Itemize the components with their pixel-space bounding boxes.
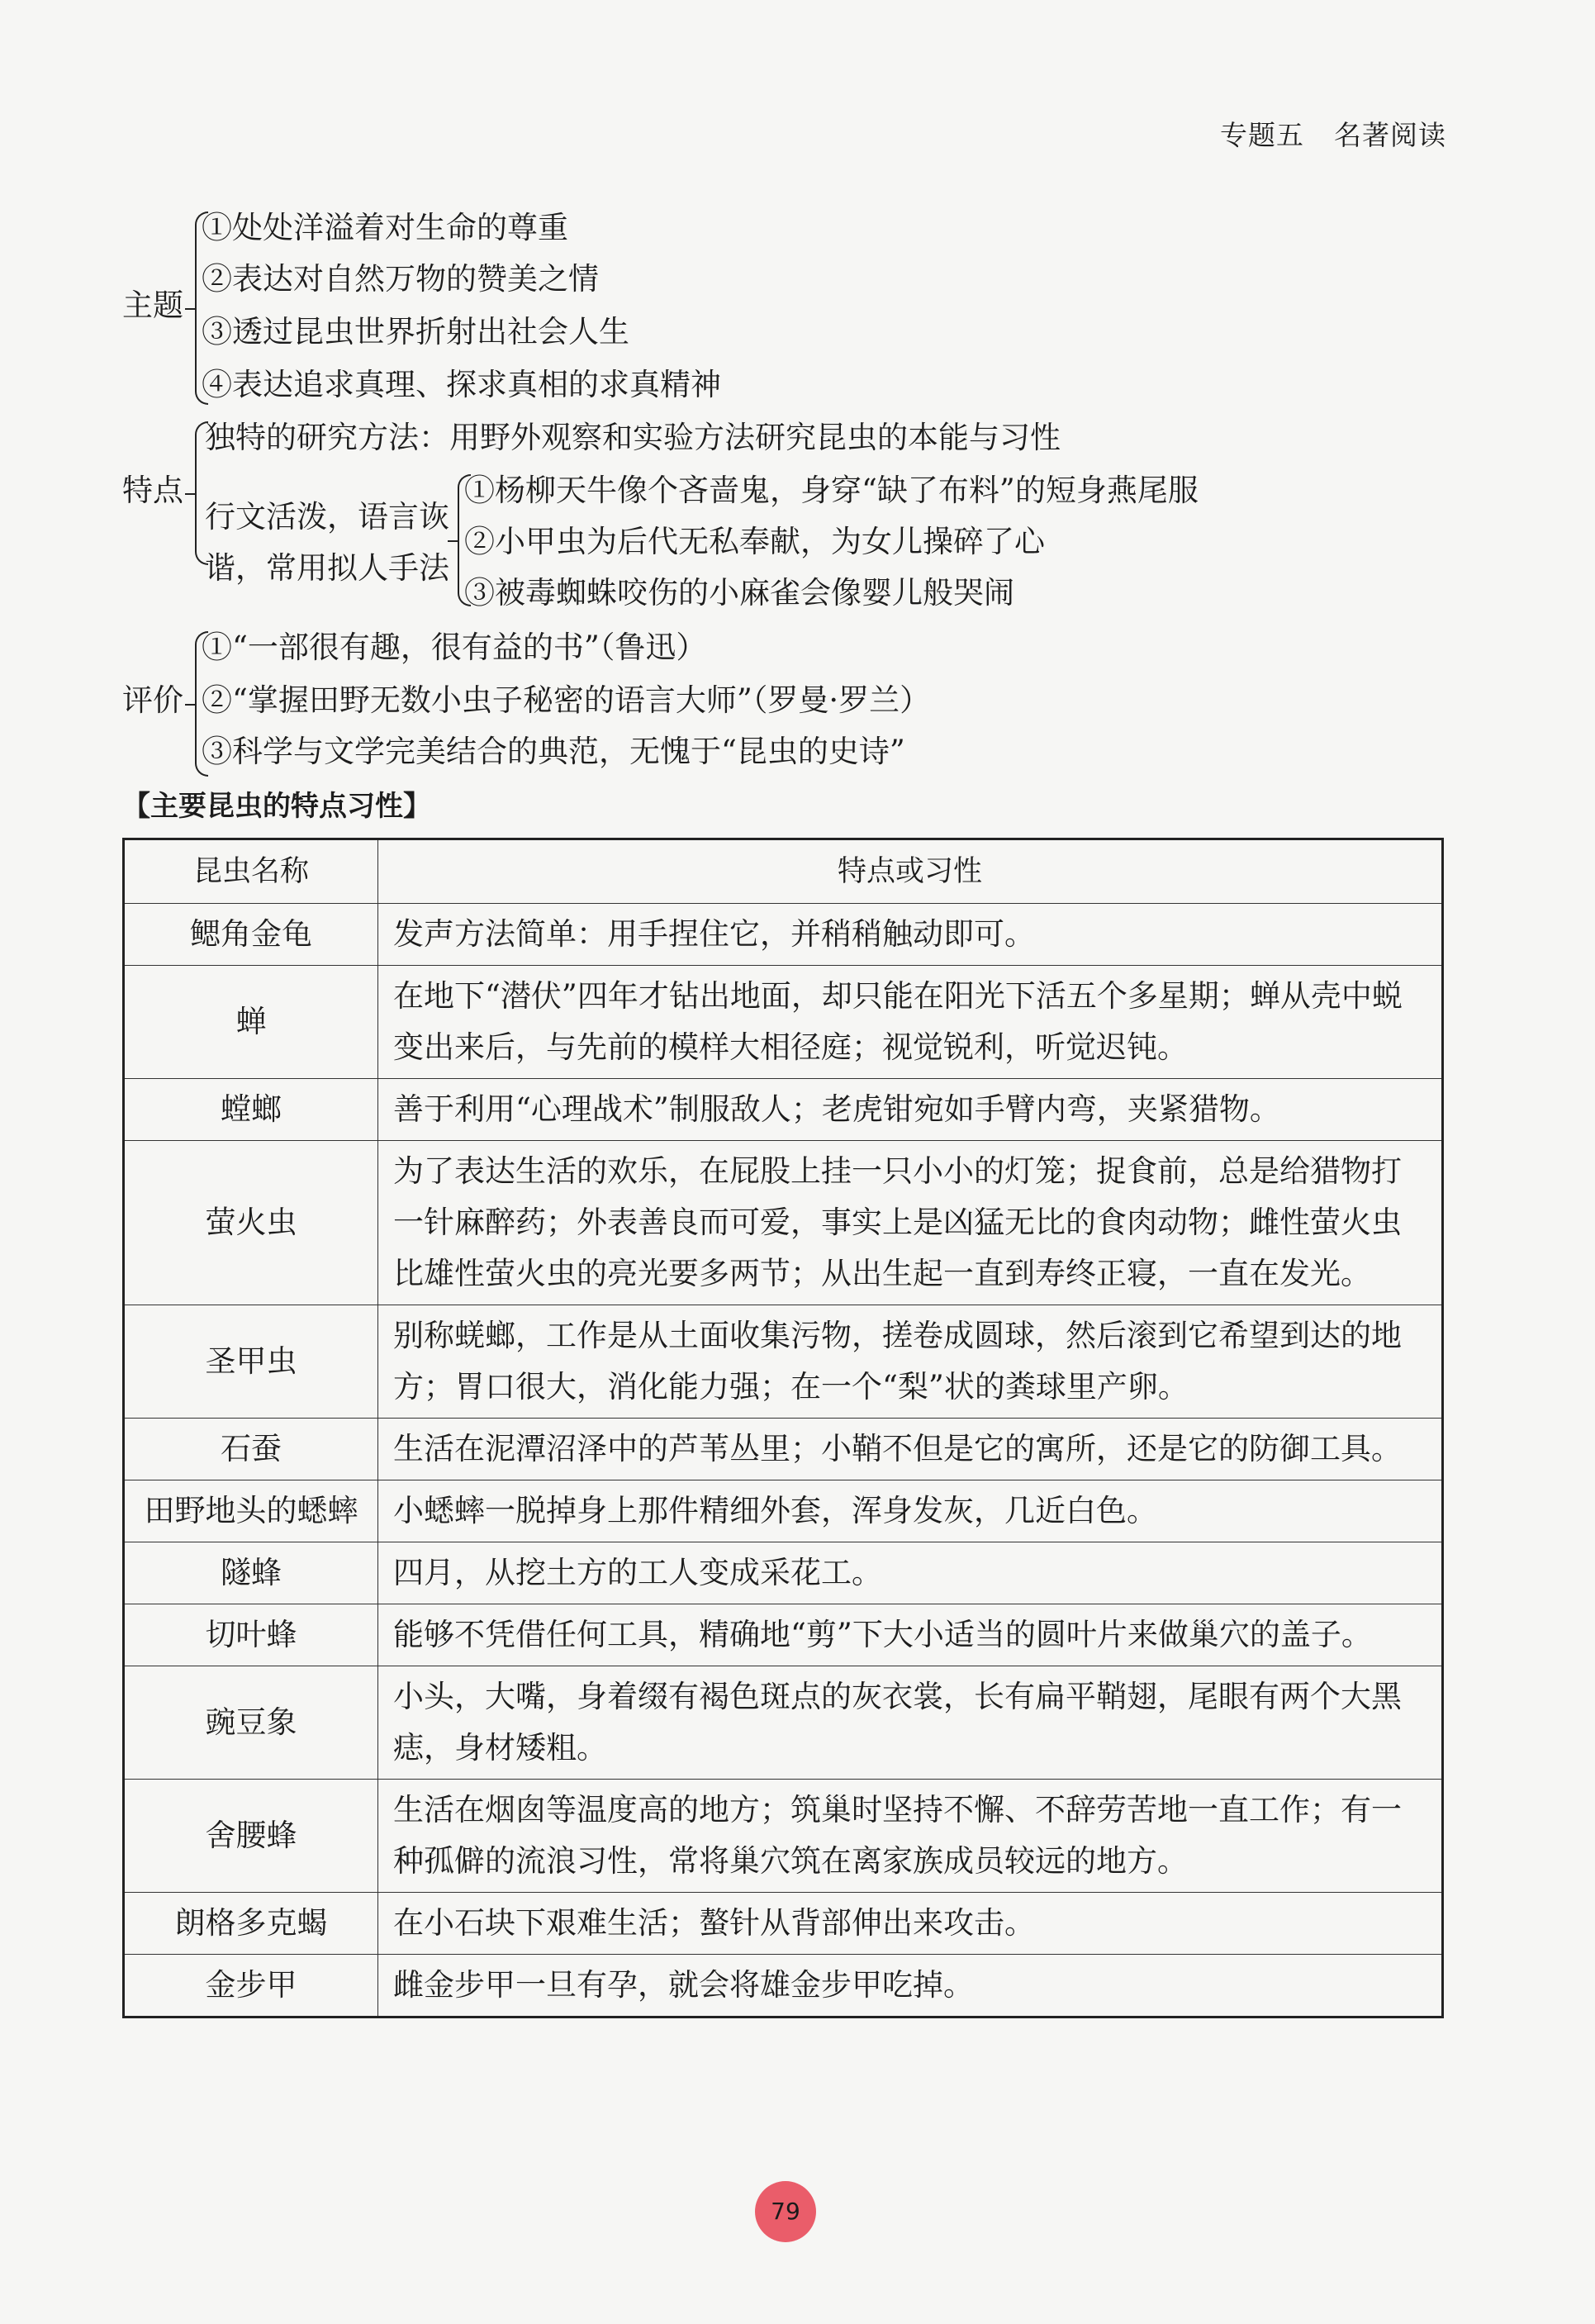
insect-name: 蝉 xyxy=(124,966,378,1079)
insect-name: 田野地头的蟋蟀 xyxy=(124,1480,378,1542)
insect-name: 圣甲虫 xyxy=(124,1305,378,1419)
insect-desc: 四月，从挖土方的工人变成采花工。 xyxy=(378,1542,1443,1604)
header-desc: 特点或习性 xyxy=(378,839,1443,904)
table-row xyxy=(124,1480,1443,1542)
table-row xyxy=(124,1666,1443,1780)
insect-name: 萤火虫 xyxy=(124,1141,378,1305)
features-label: 特点 xyxy=(122,473,183,508)
insect-name: 朗格多克蝎 xyxy=(124,1893,378,1955)
reviews-label: 评价 xyxy=(122,682,183,718)
features-style: 行文活泼，语言诙 xyxy=(205,499,449,535)
page-header xyxy=(1220,114,1446,153)
insect-desc: 生活在泥潭沼泽中的芦苇丛里；小鞘不但是它的寓所，还是它的防御工具。 xyxy=(378,1419,1443,1480)
theme-item: ②表达对自然万物的赞美之情 xyxy=(202,261,599,297)
header-title: 名著阅读 xyxy=(1334,119,1446,151)
features-example: ①杨柳天牛像个吝啬鬼，身穿“缺了布料”的短身燕尾服 xyxy=(464,473,1199,508)
table-row xyxy=(124,1305,1443,1419)
insect-desc: 雌金步甲一旦有孕，就会将雄金步甲吃掉。 xyxy=(378,1955,1443,2017)
insect-name: 鳃角金龟 xyxy=(124,904,378,966)
review-item: ②“掌握田野无数小虫子秘密的语言大师”（罗曼·罗兰） xyxy=(202,682,931,718)
table-row xyxy=(124,904,1443,966)
table-row xyxy=(124,1955,1443,2017)
insect-desc: 能够不凭借任何工具，精确地“剪”下大小适当的圆叶片来做巢穴的盖子。 xyxy=(378,1604,1443,1666)
insect-desc: 别称蜣螂，工作是从土面收集污物，搓卷成圆球，然后滚到它希望到达的地方；胃口很大，消化能力强；在一个“梨”状的粪球里产卵。 xyxy=(378,1305,1443,1419)
insect-desc: 在地下“潜伏”四年才钻出地面，却只能在阳光下活五个多星期；蝉从壳中蜕变出来后，与先前的模样大相径庭；视觉锐利，听觉迟钝。 xyxy=(378,966,1443,1079)
insect-name: 石蚕 xyxy=(124,1419,378,1480)
header-name: 昆虫名称 xyxy=(124,839,378,904)
table-row xyxy=(124,1893,1443,1955)
table-row xyxy=(124,1419,1443,1480)
theme-item: ④表达追求真理、探求真相的求真精神 xyxy=(202,367,721,402)
header-section: 专题五 xyxy=(1220,119,1304,151)
table-row xyxy=(124,1141,1443,1305)
insect-desc: 小蟋蟀一脱掉身上那件精细外套，浑身发灰，几近白色。 xyxy=(378,1480,1443,1542)
theme-item: ①处处洋溢着对生命的尊重 xyxy=(202,210,568,245)
table-header-row xyxy=(124,839,1443,904)
features-example: ③被毒蜘蛛咬伤的小麻雀会像婴儿般哭闹 xyxy=(464,575,1014,611)
table-row xyxy=(124,966,1443,1079)
insect-name: 隧蜂 xyxy=(124,1542,378,1604)
insect-name: 金步甲 xyxy=(124,1955,378,2017)
insects-table xyxy=(122,838,1444,2018)
insect-desc: 小头，大嘴，身着缀有褐色斑点的灰衣裳，长有扁平鞘翅，尾眼有两个大黑痣，身材矮粗。 xyxy=(378,1666,1443,1780)
insect-desc: 为了表达生活的欢乐，在屁股上挂一只小小的灯笼；捉食前，总是给猎物打一针麻醉药；外表善良而可爱，事实上是凶猛无比的食肉动物；雌性萤火虫比雄性萤火虫的亮光要多两节；从出生起一直到寿终正寝，一直在发光。 xyxy=(378,1141,1443,1305)
insect-name: 切叶蜂 xyxy=(124,1604,378,1666)
features-method: 独特的研究方法：用野外观察和实验方法研究昆虫的本能与习性 xyxy=(205,420,1061,455)
insect-desc: 生活在烟囱等温度高的地方；筑巢时坚持不懈、不辞劳苦地一直工作；有一种孤僻的流浪习性，常将巢穴筑在离家族成员较远的地方。 xyxy=(378,1780,1443,1893)
insect-name: 螳螂 xyxy=(124,1079,378,1141)
theme-label: 主题 xyxy=(122,288,183,323)
section-title: 【主要昆虫的特点习性】 xyxy=(122,790,431,823)
features-example: ②小甲虫为后代无私奉献，为女儿操碎了心 xyxy=(464,524,1045,559)
theme-item: ③透过昆虫世界折射出社会人生 xyxy=(202,314,629,349)
insect-desc: 在小石块下艰难生活；螯针从背部伸出来攻击。 xyxy=(378,1893,1443,1955)
review-item: ①“一部很有趣，很有益的书”（鲁迅） xyxy=(202,630,707,665)
page-number: 79 xyxy=(755,2181,816,2242)
table-row xyxy=(124,1780,1443,1893)
insect-name: 豌豆象 xyxy=(124,1666,378,1780)
insect-name: 舍腰蜂 xyxy=(124,1780,378,1893)
table-row xyxy=(124,1079,1443,1141)
insect-desc: 善于利用“心理战术”制服敌人；老虎钳宛如手臂内弯，夹紧猎物。 xyxy=(378,1079,1443,1141)
review-item: ③科学与文学完美结合的典范，无愧于“昆虫的史诗” xyxy=(202,734,905,769)
table-row xyxy=(124,1604,1443,1666)
insect-desc: 发声方法简单：用手捏住它，并稍稍触动即可。 xyxy=(378,904,1443,966)
features-style: 谐，常用拟人手法 xyxy=(205,550,449,586)
table-row xyxy=(124,1542,1443,1604)
